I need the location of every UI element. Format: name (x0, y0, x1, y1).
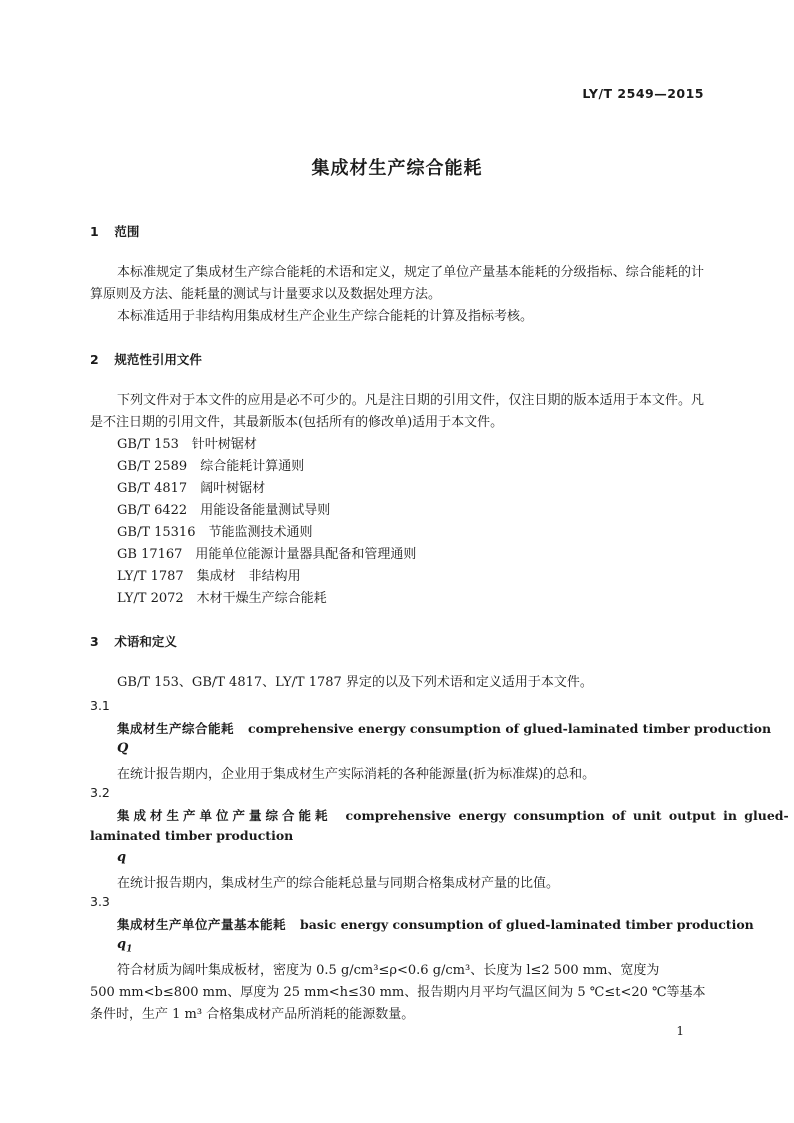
normative-refs-intro: 下列文件对于本文件的应用是必不可少的。凡是注日期的引用文件，仅注日期的版本适用于本文件。凡是不注日期的引用文件，其最新版本(包括所有的修改单)适用于本文件。 (90, 393, 704, 430)
reference-item: GB/T 4817 阔叶树锯材 (117, 481, 266, 496)
section-heading-scope (90, 222, 139, 240)
terms-intro: GB/T 153、GB/T 4817、LY/T 1787 界定的以及下列术语和定义适用于本文件。 (117, 675, 593, 690)
section-title: 规范性引用文件 (114, 352, 202, 367)
term-number: 3.3 (90, 894, 110, 909)
reference-item: LY/T 2072 木材干燥生产综合能耗 (117, 591, 327, 606)
section-number: 3 (90, 634, 99, 649)
term-zh: 集成材生产单位产量综合能耗 (117, 808, 332, 823)
term-definition: 在统计报告期内，企业用于集成材生产实际消耗的各种能源量(折为标准煤)的总和。 (117, 767, 596, 782)
term-heading (117, 806, 789, 824)
term-en: comprehensive energy consumption of unit output in glued- (345, 808, 789, 823)
page-number: 1 (676, 1024, 684, 1038)
term-zh: 集成材生产综合能耗 (117, 721, 235, 736)
scope-paragraph-1: 本标准规定了集成材生产综合能耗的术语和定义，规定了单位产量基本能耗的分级指标、综合能耗的计算原则及方法、能耗量的测试与计量要求以及数据处理方法。 (90, 265, 704, 302)
reference-item: GB 17167 用能单位能源计量器具配备和管理通则 (117, 547, 417, 562)
reference-item: LY/T 1787 集成材 非结构用 (117, 569, 301, 584)
standard-code: LY/T 2549—2015 (582, 86, 704, 101)
term-en: comprehensive energy consumption of glued-laminated timber production (248, 721, 772, 736)
reference-item: GB/T 15316 节能监测技术通则 (117, 525, 313, 540)
term-symbol: q (117, 850, 127, 865)
section-heading-terms (90, 632, 177, 650)
term-heading (117, 915, 754, 933)
term-symbol-base: q (117, 937, 127, 952)
section-number: 2 (90, 352, 99, 367)
term-zh: 集成材生产单位产量基本能耗 (117, 917, 287, 932)
term-en: basic energy consumption of glued-laminated timber production (300, 917, 754, 932)
term-symbol-subscript: 1 (126, 944, 133, 955)
term-definition-line: 500 mm<b≤800 mm、厚度为 25 mm<h≤30 mm、报告期内月平均气温区间为 5 ℃≤t<20 ℃等基本 (90, 985, 706, 1000)
term-definition: 在统计报告期内，集成材生产的综合能耗总量与同期合格集成材产量的比值。 (117, 876, 560, 891)
reference-item: GB/T 153 针叶树锯材 (117, 437, 257, 452)
section-title: 范围 (114, 224, 140, 239)
term-number: 3.1 (90, 698, 110, 713)
term-number: 3.2 (90, 785, 110, 800)
term-definition-line: 条件时，生产 1 m³ 合格集成材产品所消耗的能源数量。 (90, 1007, 415, 1022)
reference-item: GB/T 6422 用能设备能量测试导则 (117, 503, 331, 518)
section-number: 1 (90, 224, 99, 239)
term-definition-line: 符合材质为阔叶集成板材，密度为 0.5 g/cm³≤ρ<0.6 g/cm³、长度为 l≤2 500 mm、宽度为 (117, 963, 660, 978)
document-title: 集成材生产综合能耗 (311, 158, 483, 179)
section-heading-normative-refs (90, 350, 202, 368)
term-en-continued: laminated timber production (90, 828, 294, 843)
term-symbol: Q (117, 741, 129, 756)
section-title: 术语和定义 (114, 634, 177, 649)
scope-paragraph-2: 本标准适用于非结构用集成材生产企业生产综合能耗的计算及指标考核。 (117, 309, 534, 324)
term-symbol (117, 937, 132, 955)
reference-item: GB/T 2589 综合能耗计算通则 (117, 459, 305, 474)
term-heading (117, 719, 771, 737)
